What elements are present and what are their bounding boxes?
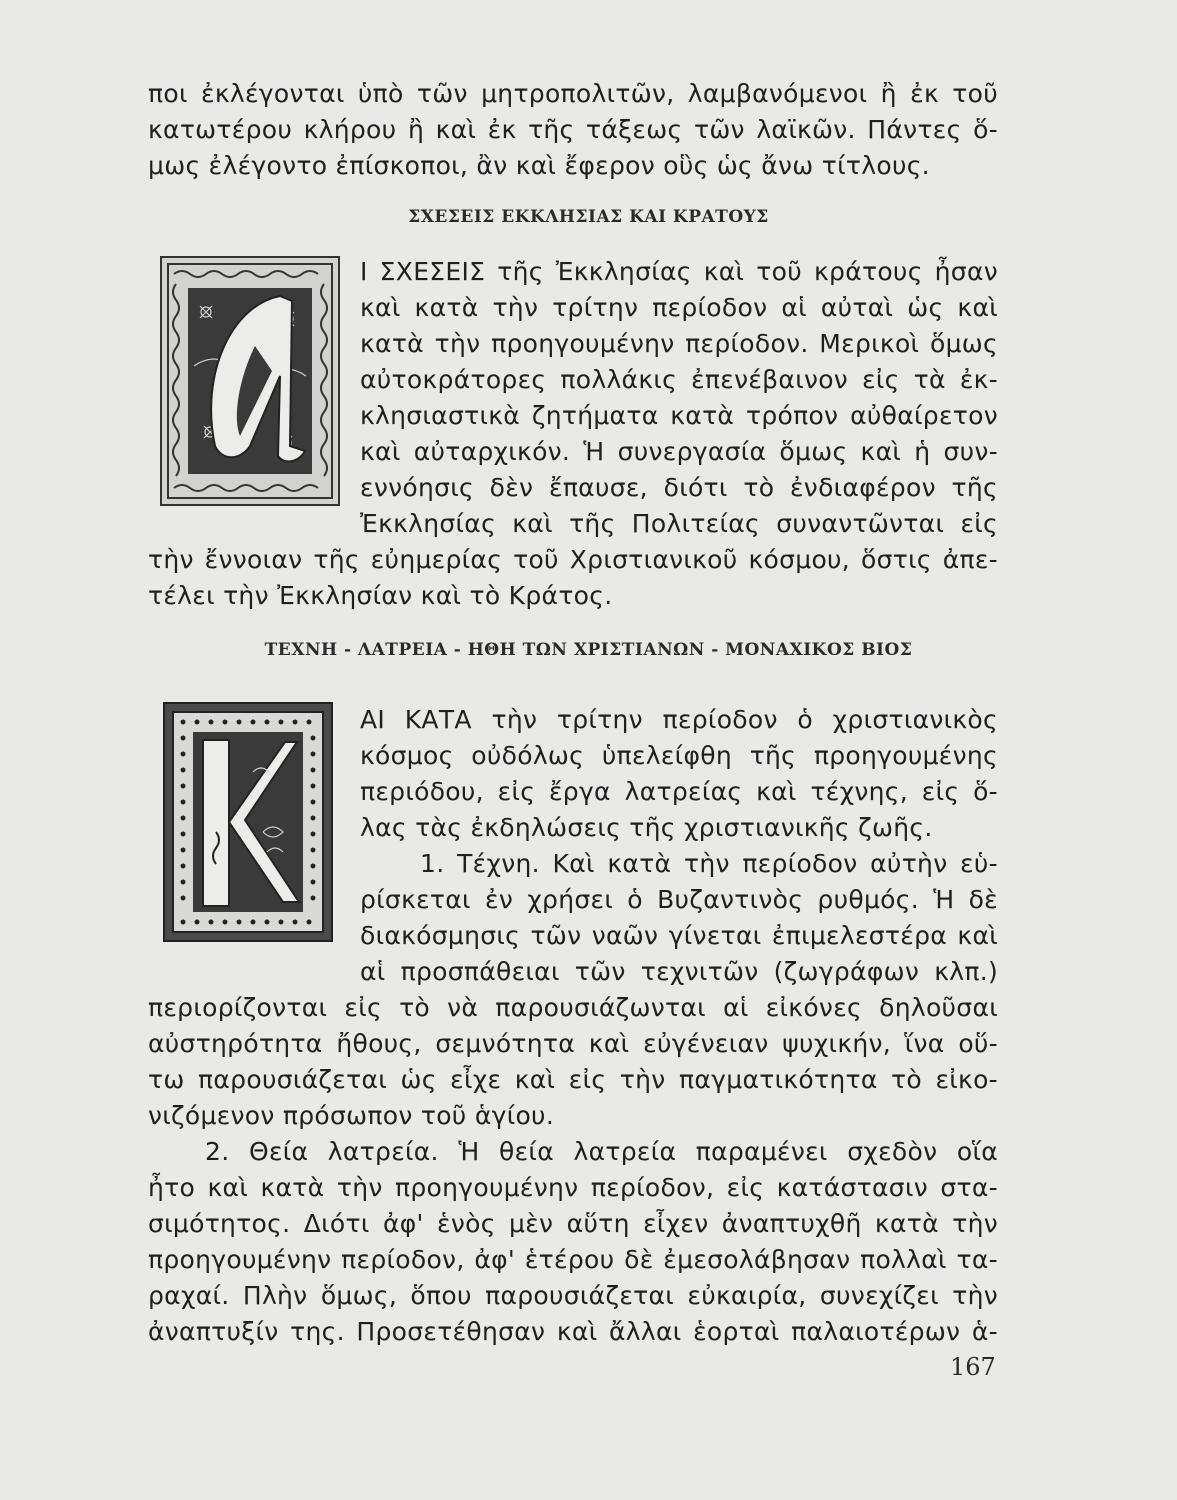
body-line: σιμότητος. Διότι ἀφ' ἑνὸς μὲν αὕτη εἶχεν ἀναπτυχθῆ κατὰ τὴν — [148, 1209, 998, 1238]
body-line: κλησιαστικὰ ζητήματα κατὰ τρόπον αὐθαίρετον — [360, 401, 998, 430]
body-line: μως ἐλέγοντο ἐπίσκοποι, ἂν καὶ ἔφερον οὓς ὡς ἄνω τίτλους. — [148, 151, 930, 180]
body-line: λας τὰς ἐκδηλώσεις τῆς χριστιανικῆς ζωῆς. — [360, 813, 933, 842]
body-line: τὴν ἔννοιαν τῆς εὐημερίας τοῦ Χριστιανικοῦ κόσμου, ὅστις ἀπε- — [148, 545, 998, 574]
body-line: ποι ἐκλέγονται ὑπὸ τῶν μητροπολιτῶν, λαμβανόμενοι ἢ ἐκ τοῦ — [148, 79, 998, 108]
body-line: 1. Τέχνη. Καὶ κατὰ τὴν περίοδον αὐτὴν εὑ- — [420, 849, 998, 878]
body-line: καὶ κατὰ τὴν τρίτην περίοδον αἱ αὐταὶ ὡς καὶ — [360, 293, 998, 322]
body-line: 2. Θεία λατρεία. Ἡ θεία λατρεία παραμένει σχεδὸν οἵα — [205, 1137, 998, 1166]
section-heading: ΣΧΕΣΕΙΣ ΕΚΚΛΗΣΙΑΣ ΚΑΙ ΚΡΑΤΟΥΣ — [408, 207, 769, 227]
body-line: περιορίζονται εἰς τὸ νὰ παρουσιάζωνται αἱ εἰκόνες δηλοῦσαι — [148, 993, 998, 1022]
body-line: αὐστηρότητα ἤθους, σεμνότητα καὶ εὐγένειαν ψυχικήν, ἵνα οὕ- — [148, 1029, 998, 1058]
body-line: ρίσκεται ἐν χρήσει ὁ Βυζαντινὸς ρυθμός. Ἡ δὲ — [360, 885, 998, 914]
decorated-initial-k — [163, 702, 333, 942]
body-line: ραχαί. Πλὴν ὅμως, ὅπου παρουσιάζεται εὐκαιρία, συνεχίζει τὴν — [148, 1281, 998, 1310]
body-line: προηγουμένην περίοδον, ἀφ' ἑτέρου δὲ ἐμεσολάβησαν πολλαὶ τα- — [148, 1245, 998, 1274]
body-line: κατὰ τὴν προηγουμένην περίοδον. Μερικοὶ ὅμως — [360, 329, 998, 358]
body-line: κατωτέρου κλήρου ἢ καὶ ἐκ τῆς τάξεως τῶν λαϊκῶν. Πάντες ὅ- — [148, 115, 998, 144]
body-line: ἦτο καὶ κατὰ τὴν προηγουμένην περίοδον, εἰς κατάστασιν στα- — [148, 1173, 998, 1202]
body-line: εννόησις δὲν ἔπαυσε, διότι τὸ ἐνδιαφέρον τῆς — [360, 473, 998, 502]
body-line: ΑΙ ΚΑΤΑ τὴν τρίτην περίοδον ὁ χριστιανικὸς — [360, 705, 998, 734]
body-line: καὶ αὐταρχικόν. Ἡ συνεργασία ὅμως καὶ ἡ συν- — [360, 437, 998, 466]
body-line: περιόδου, εἰς ἔργα λατρείας καὶ τέχνης, εἰς ὅ- — [360, 777, 998, 806]
body-line: ἀναπτυξίν της. Προσετέθησαν καὶ ἄλλαι ἑορταὶ παλαιοτέρων ἁ- — [148, 1317, 998, 1346]
body-line: διακόσμησις τῶν ναῶν γίνεται ἐπιμελεστέρα καὶ — [360, 921, 998, 950]
body-line: αὐτοκράτορες πολλάκις ἐπενέβαινον εἰς τὰ ἐκ- — [360, 365, 998, 394]
body-line: Ἐκκλησίας καὶ τῆς Πολιτείας συναντῶνται εἰς — [360, 509, 998, 538]
decorated-initial-a — [160, 256, 340, 506]
page-number: 167 — [950, 1353, 996, 1381]
body-line: αἱ προσπάθειαι τῶν τεχνιτῶν (ζωγράφων κλπ.) — [360, 957, 998, 986]
body-line: νιζόμενον πρόσωπον τοῦ ἁγίου. — [148, 1101, 555, 1130]
body-line: τω παρουσιάζεται ὡς εἶχε καὶ εἰς τὴν παγματικότητα τὸ εἰκο- — [148, 1065, 998, 1094]
section-heading: ΤΕΧΝΗ - ΛΑΤΡΕΙΑ - ΗΘΗ ΤΩΝ ΧΡΙΣΤΙΑΝΩΝ - ΜΟΝΑΧΙΚΟΣ ΒΙΟΣ — [264, 640, 913, 660]
body-line: Ι ΣΧΕΣΕΙΣ τῆς Ἐκκλησίας καὶ τοῦ κράτους ἦσαν — [360, 257, 998, 286]
body-line: κόσμος οὐδόλως ὑπελείφθη τῆς προηγουμένης — [360, 741, 998, 770]
body-line: τέλει τὴν Ἐκκλησίαν καὶ τὸ Κράτος. — [148, 581, 613, 610]
